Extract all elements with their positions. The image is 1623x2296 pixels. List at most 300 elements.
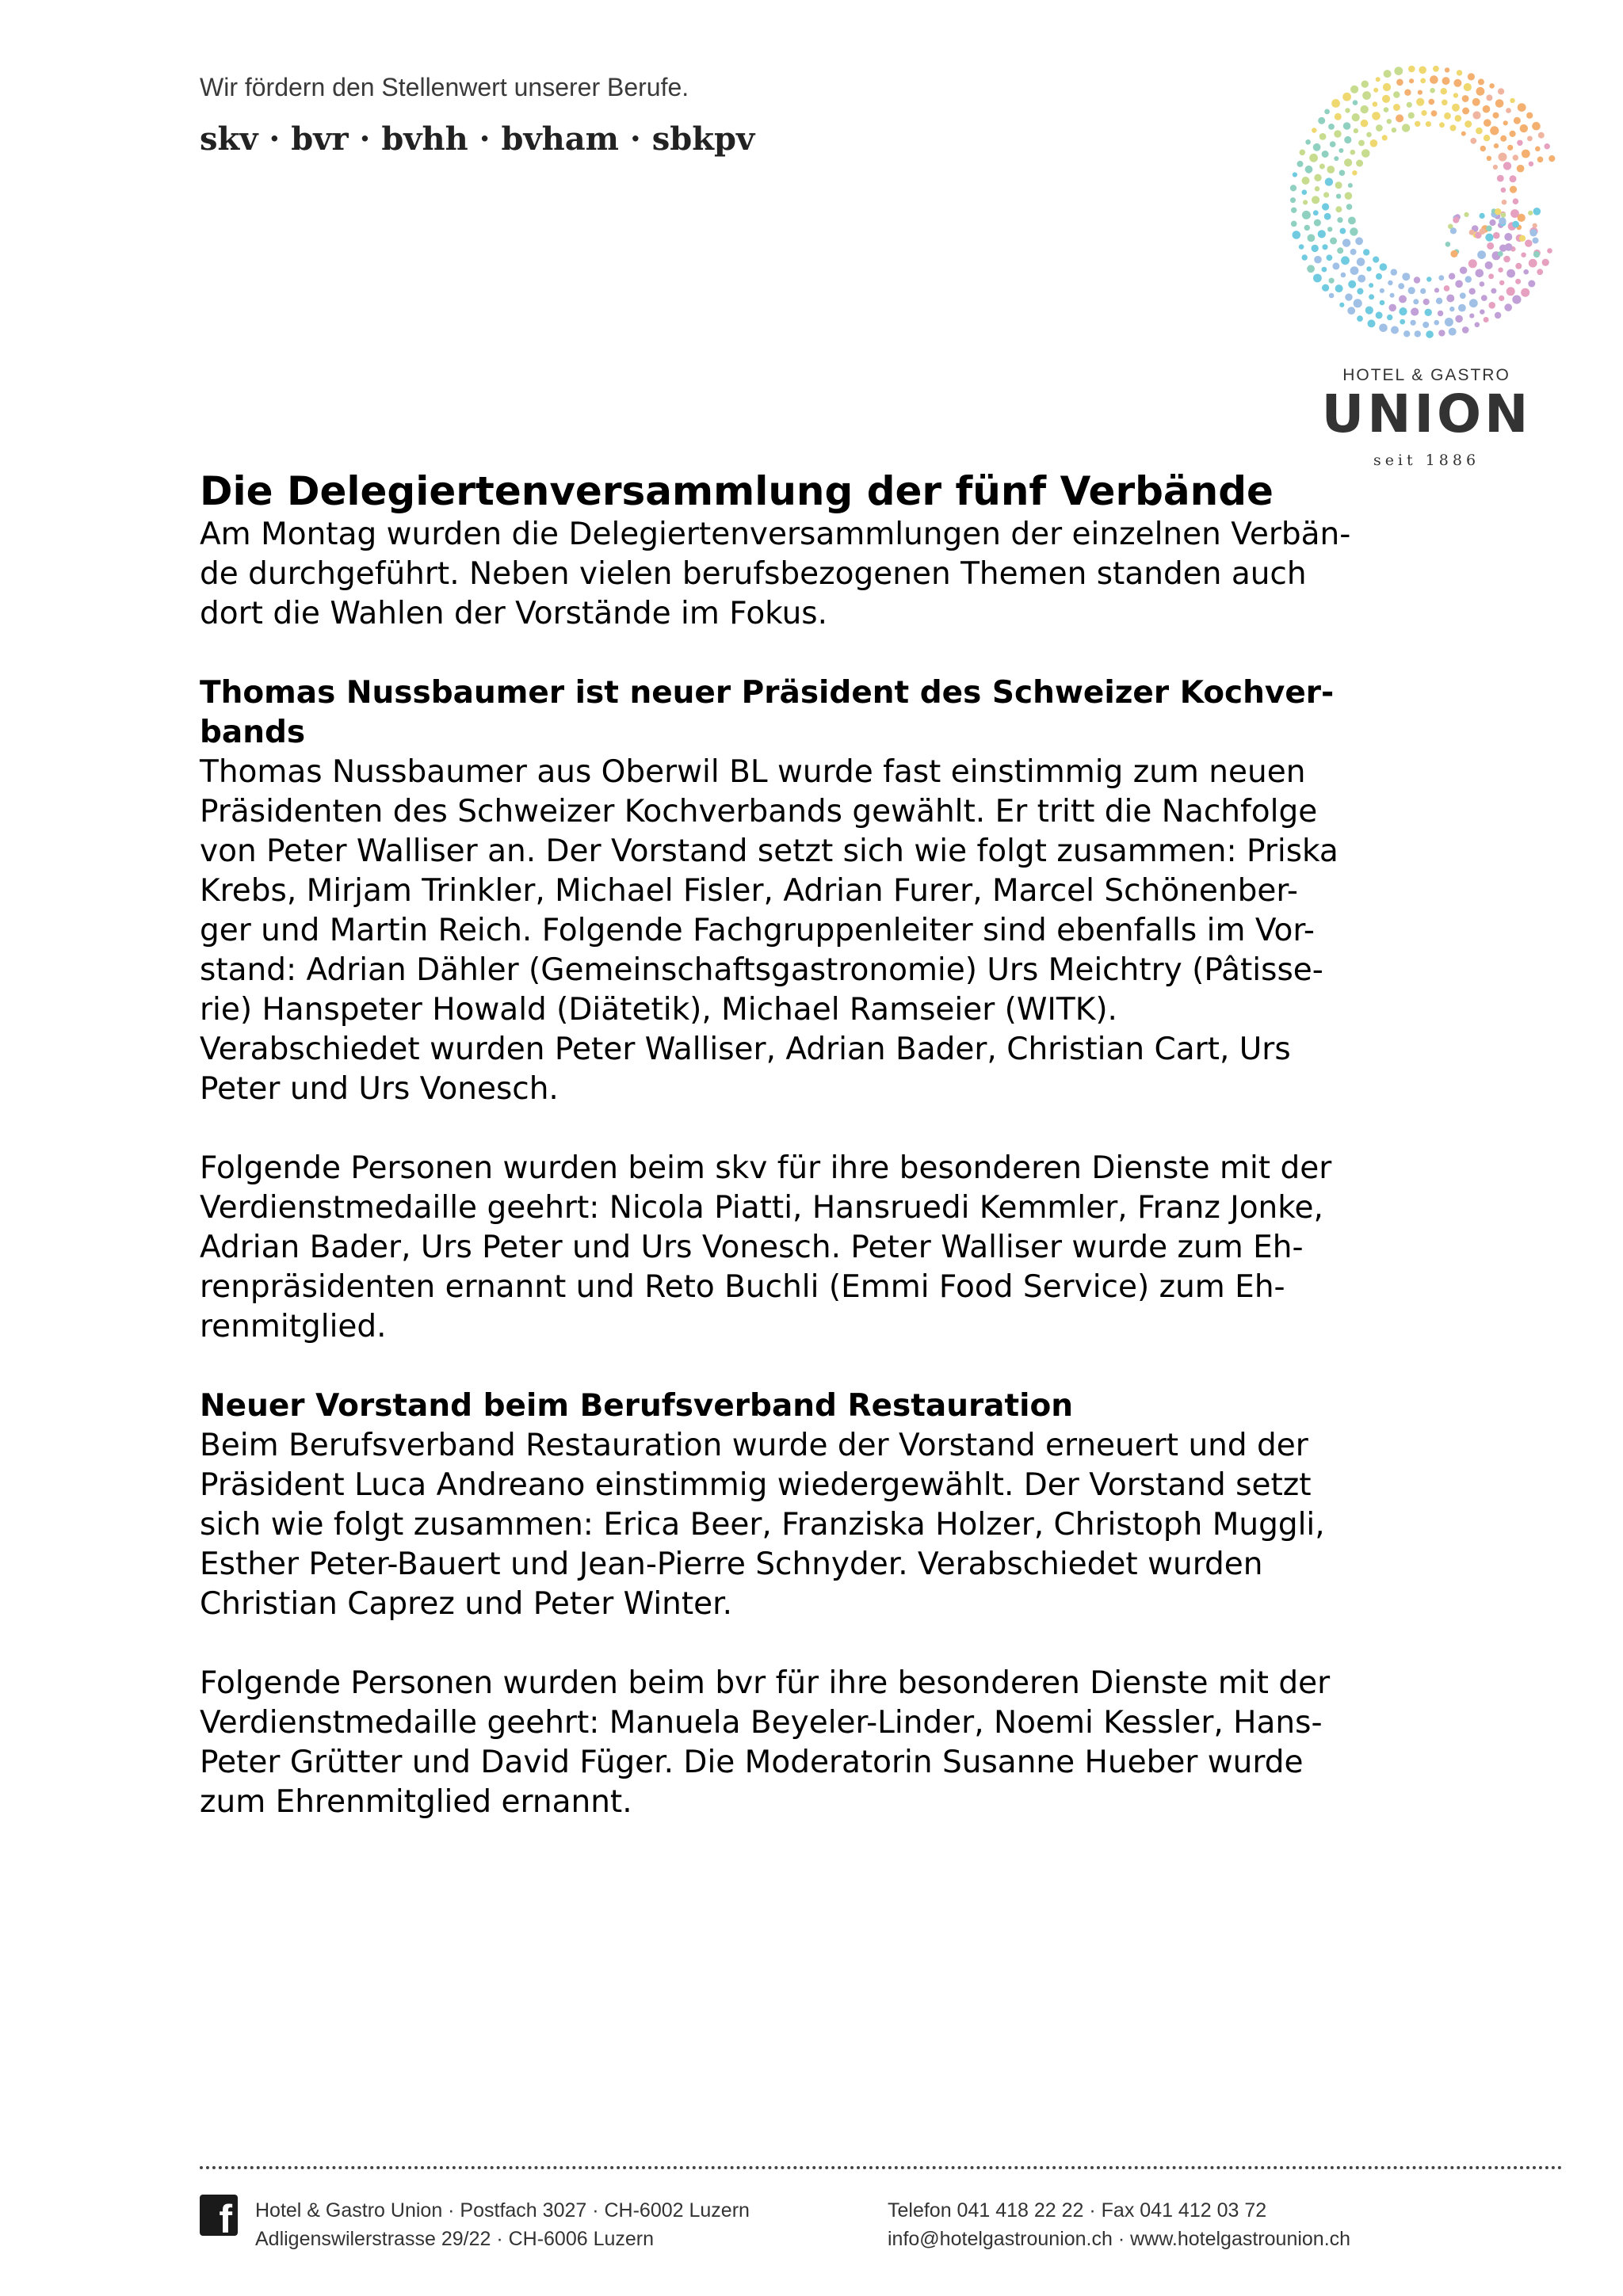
- logo-dot: [1445, 318, 1453, 326]
- logo-dot: [1361, 81, 1369, 88]
- article-title: Die Delegiertenversammlung der fünf Verbände: [200, 468, 1274, 514]
- logo-dot: [1391, 269, 1397, 275]
- logo-dot: [1380, 288, 1384, 293]
- paragraph-line: Krebs, Mirjam Trinkler, Michael Fisler, Adrian Furer, Marcel Schönenber-: [200, 873, 1298, 909]
- logo-dot: [1291, 221, 1297, 227]
- logo-dot: [1290, 197, 1296, 203]
- logo-dot: [1426, 330, 1434, 338]
- logo-dot: [1425, 309, 1432, 316]
- paragraph-line: Esther Peter-Bauert und Jean-Pierre Schnyder. Verabschiedet wurden: [200, 1547, 1263, 1582]
- logo-dot: [1354, 299, 1362, 307]
- logo-dot: [1431, 110, 1438, 116]
- section-heading: bands: [200, 715, 306, 750]
- logo-dot: [1348, 217, 1356, 225]
- logo-dot: [1517, 165, 1525, 173]
- logo-dot: [1373, 101, 1378, 107]
- logo-dot: [1438, 311, 1443, 316]
- logo-dot: [1538, 132, 1545, 139]
- logo-dot: [1521, 288, 1529, 297]
- logo-dot: [1293, 231, 1301, 239]
- logo-dot: [1318, 117, 1325, 124]
- logo-dot: [1302, 211, 1311, 219]
- logo-dot: [1503, 256, 1510, 263]
- logo-dot: [1533, 238, 1539, 244]
- logo-dot: [1495, 208, 1501, 215]
- logo-dot: [1322, 267, 1327, 273]
- logo-dot: [1361, 149, 1370, 158]
- logo-dot: [1476, 87, 1485, 96]
- logo-dot: [1480, 281, 1485, 287]
- logo-dot: [1393, 91, 1400, 97]
- logo-dot: [1521, 253, 1526, 257]
- logo-dot: [1488, 273, 1494, 279]
- logo-dot: [1434, 320, 1439, 326]
- logo-dot: [1348, 280, 1356, 288]
- logo-dot: [1391, 326, 1399, 334]
- logo-dot: [1345, 293, 1352, 300]
- logo-dot: [1328, 124, 1335, 130]
- logo-dot: [1510, 98, 1514, 103]
- logo-dot: [1312, 196, 1319, 204]
- logo-dot: [1486, 94, 1492, 101]
- logo-dot: [1299, 244, 1304, 250]
- logo-dot: [1335, 181, 1342, 189]
- logo-dot: [1487, 242, 1494, 250]
- logo-dot: [1382, 95, 1390, 103]
- logo-dot: [1370, 139, 1378, 147]
- logo-dot: [1500, 135, 1507, 142]
- logo-dot: [1366, 132, 1372, 138]
- logo-dot: [1430, 88, 1435, 93]
- logo-dot: [1442, 100, 1448, 106]
- logo-dot: [1527, 136, 1533, 142]
- footer-divider: [200, 2166, 1563, 2169]
- logo-dot: [1293, 172, 1297, 177]
- logo-dot: [1329, 278, 1335, 284]
- logo-dot: [1423, 322, 1429, 328]
- logo-dot: [1413, 299, 1419, 304]
- logo-dot: [1460, 267, 1467, 274]
- logo-dot: [1331, 99, 1340, 108]
- logo-dot: [1430, 75, 1438, 84]
- logo-dot: [1350, 227, 1358, 235]
- logo-dot: [1504, 303, 1512, 311]
- logo-dot: [1416, 98, 1424, 106]
- logo-dot: [1472, 111, 1480, 119]
- logo-dot: [1444, 285, 1450, 292]
- logo-dot: [1387, 119, 1392, 124]
- logo-dot: [1302, 177, 1310, 185]
- logo-dot: [1486, 226, 1492, 232]
- logo-dot: [1409, 78, 1414, 83]
- section-heading: Thomas Nussbaumer ist neuer Präsident des Schweizer Kochver-: [200, 675, 1335, 711]
- logo-dot: [1322, 203, 1329, 210]
- logo-dot: [1350, 150, 1356, 155]
- section-paragraph: [200, 753, 1452, 1109]
- logo-dot: [1449, 328, 1457, 336]
- logo-dot: [1477, 250, 1486, 259]
- logo-dot: [1388, 280, 1392, 285]
- logo-dot: [1505, 243, 1513, 251]
- section-heading: Neuer Vorstand beim Berufsverband Restauration: [200, 1388, 1074, 1424]
- logo-dot: [1332, 262, 1339, 269]
- logo-dot: [1345, 192, 1353, 200]
- logo-dot: [1517, 140, 1522, 146]
- intro-line: dort die Wahlen der Vorstände im Fokus.: [200, 596, 827, 631]
- logo-dot: [1485, 261, 1493, 269]
- logo-dot: [1366, 266, 1371, 271]
- logo-dot: [1335, 284, 1343, 292]
- paragraph-line: von Peter Walliser an. Der Vorstand setzt sich wie folgt zusammen: Priska: [200, 833, 1338, 869]
- logo-dot: [1322, 151, 1329, 158]
- logo-dot: [1438, 275, 1444, 280]
- logo-dot: [1542, 259, 1549, 266]
- logo-dot: [1532, 122, 1541, 131]
- logo-dot: [1462, 108, 1469, 115]
- logo-dot: [1450, 125, 1457, 132]
- logo-dot: [1462, 326, 1469, 334]
- logo-dot: [1297, 161, 1304, 167]
- logo-dot: [1355, 237, 1363, 245]
- logo-dot: [1415, 330, 1421, 337]
- logo-dot: [1528, 280, 1535, 288]
- logo-dot: [1507, 269, 1515, 278]
- logo-dot: [1495, 99, 1504, 108]
- logo-dot: [1302, 189, 1308, 195]
- logo-dot: [1537, 269, 1543, 275]
- logo-dot: [1344, 158, 1352, 166]
- logo-dot: [1325, 177, 1333, 185]
- logo-dot: [1393, 104, 1400, 111]
- logo-dot: [1464, 212, 1468, 217]
- footer-contact-line[interactable]: info@hotelgastrounion.ch · www.hotelgastrounion.ch: [888, 2228, 1351, 2250]
- logo-dot: [1319, 164, 1325, 170]
- logo-dot: [1348, 183, 1353, 188]
- logo-dot: [1502, 200, 1507, 205]
- section-kochverband: [200, 673, 1452, 1347]
- logo-dot: [1445, 67, 1449, 72]
- logo-dot: [1501, 188, 1507, 193]
- logo-dot: [1442, 77, 1450, 85]
- logo-dot: [1304, 225, 1310, 231]
- logo-dot: [1533, 208, 1541, 215]
- logo-dot: [1499, 153, 1507, 162]
- logo-dot: [1390, 293, 1395, 298]
- logo-dot: [1449, 273, 1455, 280]
- logo-dot: [1327, 254, 1333, 261]
- logo-dot: [1300, 150, 1306, 156]
- paragraph-line: Peter Grütter und David Füger. Die Moderatorin Susanne Hueber wurde: [200, 1745, 1304, 1780]
- logo-dot: [1504, 233, 1512, 241]
- logo-dot: [1341, 273, 1346, 278]
- logo-dot: [1518, 103, 1526, 112]
- logo-dot: [1357, 257, 1365, 266]
- logo-since: seit 1886: [1373, 452, 1480, 469]
- logo-dot: [1455, 115, 1462, 122]
- logo-dot: [1507, 145, 1513, 151]
- logo-dot: [1458, 304, 1466, 312]
- logo-dot: [1411, 320, 1416, 326]
- logo-dot: [1291, 208, 1296, 213]
- logo-dot: [1469, 314, 1474, 318]
- logo-dot: [1358, 275, 1365, 283]
- logo-dot: [1483, 105, 1491, 113]
- logo-dot: [1490, 126, 1499, 135]
- paragraph-line: Folgende Personen wurden beim skv für ihre besonderen Dienste mit der: [200, 1150, 1332, 1186]
- section-restauration: [200, 1386, 1452, 1822]
- logo-dot: [1419, 67, 1426, 74]
- logo-dot: [1501, 212, 1507, 218]
- paragraph-line: rie) Hanspeter Howald (Diätetik), Michael Ramseier (WITK).: [200, 992, 1117, 1028]
- logo-dot: [1373, 257, 1379, 263]
- paragraph-line: ger und Martin Reich. Folgende Fachgruppenleiter sind ebenfalls im Vor-: [200, 913, 1315, 948]
- logo-dot: [1529, 229, 1537, 236]
- logo-dot: [1350, 249, 1357, 255]
- logo-dot: [1510, 186, 1517, 193]
- logo-dot: [1470, 138, 1476, 144]
- logo-name: UNION: [1321, 383, 1532, 444]
- logo-dot: [1313, 274, 1322, 283]
- logo-dot: [1484, 119, 1491, 127]
- logo-dot: [1394, 67, 1403, 75]
- logo-dot: [1380, 300, 1385, 306]
- logo-dot: [1388, 304, 1396, 312]
- logo-dot: [1480, 146, 1486, 151]
- paragraph-line: Peter und Urs Vonesch.: [200, 1071, 559, 1107]
- logo-dot: [1441, 88, 1447, 94]
- logo-dot: [1376, 77, 1381, 82]
- article: [200, 467, 1452, 1822]
- logo-dot: [1358, 140, 1365, 147]
- logo-dot: [1455, 280, 1463, 288]
- logo-dot: [1347, 307, 1355, 315]
- logo-dot: [1305, 139, 1311, 145]
- logo-dot: [1426, 121, 1431, 127]
- logo-dot: [1308, 235, 1316, 242]
- logo-dot: [1449, 307, 1454, 311]
- logo-dot: [1421, 110, 1426, 116]
- logo-dot: [1436, 298, 1442, 304]
- logo-dot: [1453, 217, 1459, 223]
- logo-dot: [1334, 130, 1341, 137]
- logo-dot: [1529, 162, 1533, 166]
- footer-address-line: Hotel & Gastro Union · Postfach 3027 · CH-6002 Luzern: [255, 2199, 750, 2222]
- logo-dot: [1468, 259, 1477, 268]
- logo-dot: [1489, 219, 1495, 226]
- logo-dot: [1469, 230, 1475, 235]
- logo-dot: [1335, 206, 1342, 212]
- section-paragraph: [200, 1426, 1452, 1624]
- logo-dot: [1376, 124, 1383, 132]
- logo-dot: [1338, 148, 1343, 153]
- logo-dot: [1510, 131, 1516, 137]
- logo-dot: [1322, 284, 1329, 292]
- logo-dot: [1335, 113, 1342, 120]
- logo-dot: [1494, 143, 1499, 148]
- logo-dot: [1487, 156, 1491, 161]
- logo-dot: [1460, 292, 1466, 299]
- logo-dot: [1307, 265, 1315, 273]
- logo-dot: [1480, 309, 1484, 314]
- logo-dot: [1485, 234, 1493, 242]
- logo-dot: [1380, 263, 1388, 271]
- logo-dot: [1491, 288, 1496, 294]
- logo-dot: [1489, 83, 1495, 89]
- logo-dot: [1533, 223, 1537, 228]
- logo-dot: [1498, 251, 1503, 257]
- logo-dot: [1481, 295, 1487, 301]
- logo-dot: [1469, 299, 1478, 307]
- logo-dot: [1341, 256, 1350, 265]
- logo-dot: [1464, 83, 1472, 91]
- logo-dot: [1478, 78, 1484, 85]
- paragraph-line: stand: Adrian Dähler (Gemeinschaftsgastronomie) Urs Meichtry (Pâtisse-: [200, 952, 1323, 988]
- logo-dot: [1384, 107, 1389, 113]
- logo-dot: [1361, 120, 1369, 128]
- logo-dot: [1444, 113, 1451, 120]
- logo-dot: [1324, 213, 1331, 220]
- logo-dot: [1537, 157, 1544, 163]
- logo-dot: [1499, 296, 1504, 301]
- logo-dot: [1523, 269, 1529, 275]
- logo-dot: [1434, 288, 1439, 292]
- logo-dot: [1457, 70, 1462, 75]
- logo-dot: [1402, 273, 1410, 280]
- logo-dot: [1418, 90, 1423, 95]
- logo-dot: [1350, 86, 1358, 93]
- logo-dot: [1368, 319, 1376, 327]
- logo-dot: [1512, 221, 1519, 228]
- logo-dot: [1357, 315, 1363, 322]
- logo-dot: [1340, 228, 1346, 235]
- logo-dot: [1452, 104, 1460, 112]
- logo-dot: [1352, 170, 1357, 175]
- logo-dot: [1450, 227, 1457, 234]
- logo-dot: [1476, 128, 1483, 135]
- logo-dot: [1343, 122, 1351, 130]
- logo-dot: [1499, 280, 1504, 285]
- logo-dot: [1461, 132, 1466, 136]
- paragraph-line: sich wie folgt zusammen: Erica Beer, Franziska Holzer, Christoph Muggli,: [200, 1507, 1325, 1543]
- logo-dot: [1369, 294, 1374, 299]
- logo-dot: [1305, 166, 1313, 174]
- logo-dot: [1319, 133, 1327, 140]
- logo-dot: [1480, 228, 1486, 235]
- logo-dot: [1353, 100, 1358, 105]
- logo-dot: [1493, 232, 1500, 239]
- logo-dot: [1515, 263, 1522, 269]
- logo-dot: [1322, 244, 1327, 250]
- dotted-ring-logo-icon: [1268, 55, 1585, 357]
- paragraph-line: Präsidenten des Schweizer Kochverbands gewählt. Er tritt die Nachfolge: [200, 794, 1318, 830]
- logo-dot: [1438, 330, 1445, 336]
- logo-dot: [1309, 154, 1318, 162]
- paragraph-line: Präsident Luca Andreano einstimmig wiedergewählt. Der Vorstand setzt: [200, 1467, 1312, 1503]
- logo-dot: [1312, 128, 1316, 132]
- logo-dot: [1465, 120, 1472, 128]
- logo-dot: [1503, 162, 1511, 170]
- logo-top-text: HOTEL & GASTRO: [1342, 366, 1510, 384]
- logo-dot: [1392, 128, 1396, 132]
- logo-dot: [1468, 73, 1475, 80]
- logo-dot: [1513, 198, 1519, 204]
- logo-dot: [1408, 287, 1415, 294]
- logo-dot: [1512, 296, 1521, 304]
- logo-dot: [1361, 105, 1369, 113]
- logo-dot: [1426, 277, 1431, 281]
- paragraph-line: Beim Berufsverband Restauration wurde der Vorstand erneuert und der: [200, 1428, 1308, 1463]
- logo-dot: [1373, 88, 1378, 93]
- footer-address-line: Adligenswilerstrasse 29/22 · CH-6006 Luzern: [255, 2228, 655, 2250]
- logo-dot: [1498, 88, 1504, 94]
- logo-dot: [1350, 266, 1359, 275]
- logo-dot: [1376, 311, 1383, 318]
- logo-dot: [1357, 288, 1363, 295]
- hotel-gastro-union-logo: [1268, 55, 1585, 469]
- logo-dot: [1314, 256, 1322, 264]
- logo-dot: [1506, 108, 1511, 113]
- facebook-icon[interactable]: f: [200, 2195, 238, 2236]
- paragraph-line: renpräsidenten ernannt und Reto Buchli (Emmi Food Service) zum Eh-: [200, 1269, 1285, 1305]
- logo-dot: [1327, 227, 1332, 231]
- logo-dot: [1384, 70, 1392, 78]
- logo-dot: [1327, 166, 1335, 174]
- logo-dot: [1329, 293, 1335, 299]
- logo-dot: [1315, 186, 1320, 192]
- logo-dot: [1497, 175, 1504, 182]
- logo-dot: [1323, 192, 1329, 197]
- logo-dot: [1342, 238, 1350, 246]
- logo-dot: [1396, 114, 1403, 122]
- logo-dot: [1324, 109, 1330, 115]
- logo-dot: [1342, 93, 1351, 101]
- logo-dot: [1493, 165, 1498, 170]
- logo-dot: [1379, 324, 1388, 333]
- paragraph-line: Folgende Personen wurden beim bvr für ihre besonderen Dienste mit der: [200, 1665, 1331, 1701]
- logo-dot: [1383, 83, 1391, 91]
- logo-dot: [1529, 259, 1537, 268]
- paragraph-line: zum Ehrenmitglied ernannt.: [200, 1784, 632, 1820]
- logo-dot: [1433, 66, 1439, 72]
- logo-dot: [1302, 254, 1308, 260]
- logo-dot: [1330, 141, 1336, 147]
- paragraph-line: Verabschiedet wurden Peter Walliser, Adrian Bader, Christian Cart, Urs: [200, 1032, 1291, 1067]
- logo-dot: [1439, 122, 1445, 128]
- logo-dot: [1400, 319, 1405, 325]
- logo-dot: [1382, 135, 1388, 140]
- logo-dot: [1465, 276, 1472, 282]
- logo-dot: [1513, 154, 1518, 160]
- logo-dot: [1376, 273, 1382, 280]
- logo-dot: [1407, 102, 1412, 108]
- paragraph-line: Thomas Nussbaumer aus Oberwil BL wurde fast einstimmig zum neuen: [200, 754, 1306, 790]
- logo-dot: [1345, 108, 1350, 113]
- logo-dot: [1535, 147, 1541, 152]
- logo-dot: [1493, 113, 1499, 119]
- logo-dot: [1363, 249, 1369, 255]
- logo-dot: [1420, 78, 1426, 84]
- logo-dot: [1429, 99, 1435, 105]
- logo-dot: [1398, 283, 1404, 289]
- logo-dot: [1314, 219, 1321, 227]
- logo-dot: [1408, 113, 1415, 119]
- logo-dot: [1450, 250, 1457, 257]
- logo-dot: [1549, 155, 1555, 162]
- paragraph-line: Adrian Bader, Urs Peter und Urs Vonesch. Peter Walliser wurde zum Eh-: [200, 1230, 1304, 1265]
- logo-dot: [1469, 288, 1476, 295]
- associations-list: skv · bvr · bvhh · bvham · sbkpv: [200, 120, 755, 158]
- logo-dot: [1334, 156, 1338, 161]
